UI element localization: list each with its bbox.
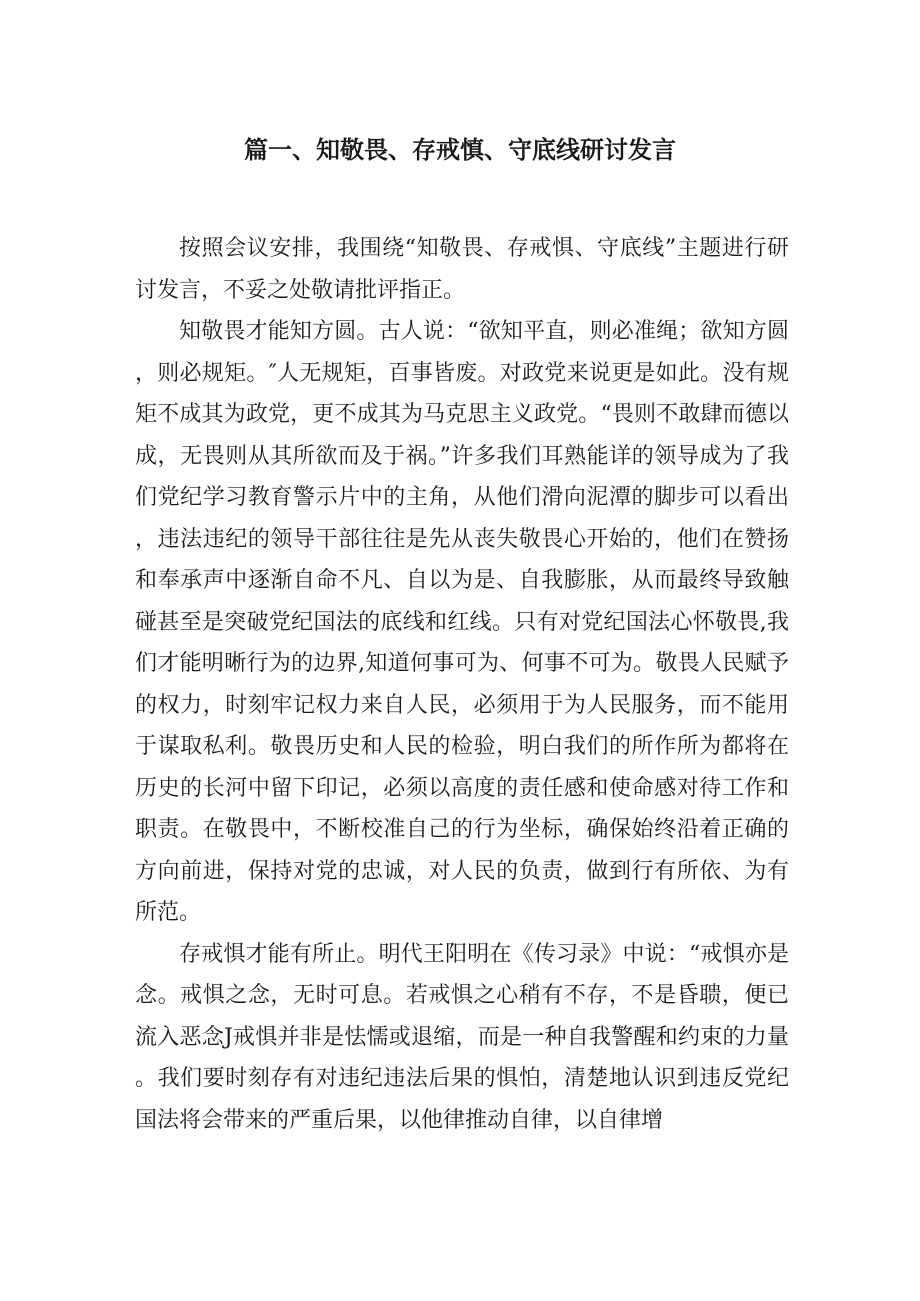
document-body [135, 228, 789, 1141]
paragraph-intro: 按照会议安排，我围绕“知敬畏、存戒惧、守底线”主题进行研讨发言，不妥之处敬请批评指正。 [135, 236, 789, 303]
paragraph-caution: 存戒惧才能有所止。明代王阳明在《传习录》中说：“戒惧亦是念。戒惧之念，无时可息。若戒惧之心稍有不存，不是昏聩，便已流入恶念J戒惧并非是怯懦或退缩，而是一种自我警醒和约束的力量。我们要时刻存有对违纪违法后果的惧怕，清楚地认识到违反党纪国法将会带来的严重后果，以他律推动自律，以自律增 [135, 941, 789, 1133]
paragraph-reverence: 知敬畏才能知方圆。古人说：“欲知平直，则必准绳；欲知方圆，则必规矩。″人无规矩，百事皆废。对政党来说更是如此。没有规矩不成其为政党，更不成其为马克思主义政党。“畏则不敢肆而德以成，无畏则从其所欲而及于祸。”许多我们耳熟能详的领导成为了我们党纪学习教育警示片中的主角，从他们滑向泥潭的脚步可以看出，违法违纪的领导干部往往是先从丧失敬畏心开始的，他们在赞扬和奉承声中逐渐自命不凡、自以为是、自我膨胀，从而最终导致触碰甚至是突破党纪国法的底线和红线。只有对党纪国法心怀敬畏,我们才能明晰行为的边界,知道何事可为、何事不可为。敬畏人民赋予的权力，时刻牢记权力来自人民，必须用于为人民服务，而不能用于谋取私利。敬畏历史和人民的检验，明白我们的所作所为都将在历史的长河中留下印记，必须以高度的责任感和使命感对待工作和职责。在敬畏中，不断校准自己的行为坐标，确保始终沿着正确的方向前进，保持对党的忠诚，对人民的负责，做到行有所依、为有所范。 [135, 319, 789, 925]
document-title: 篇一、知敬畏、存戒慎、守底线研讨发言 [244, 136, 676, 164]
